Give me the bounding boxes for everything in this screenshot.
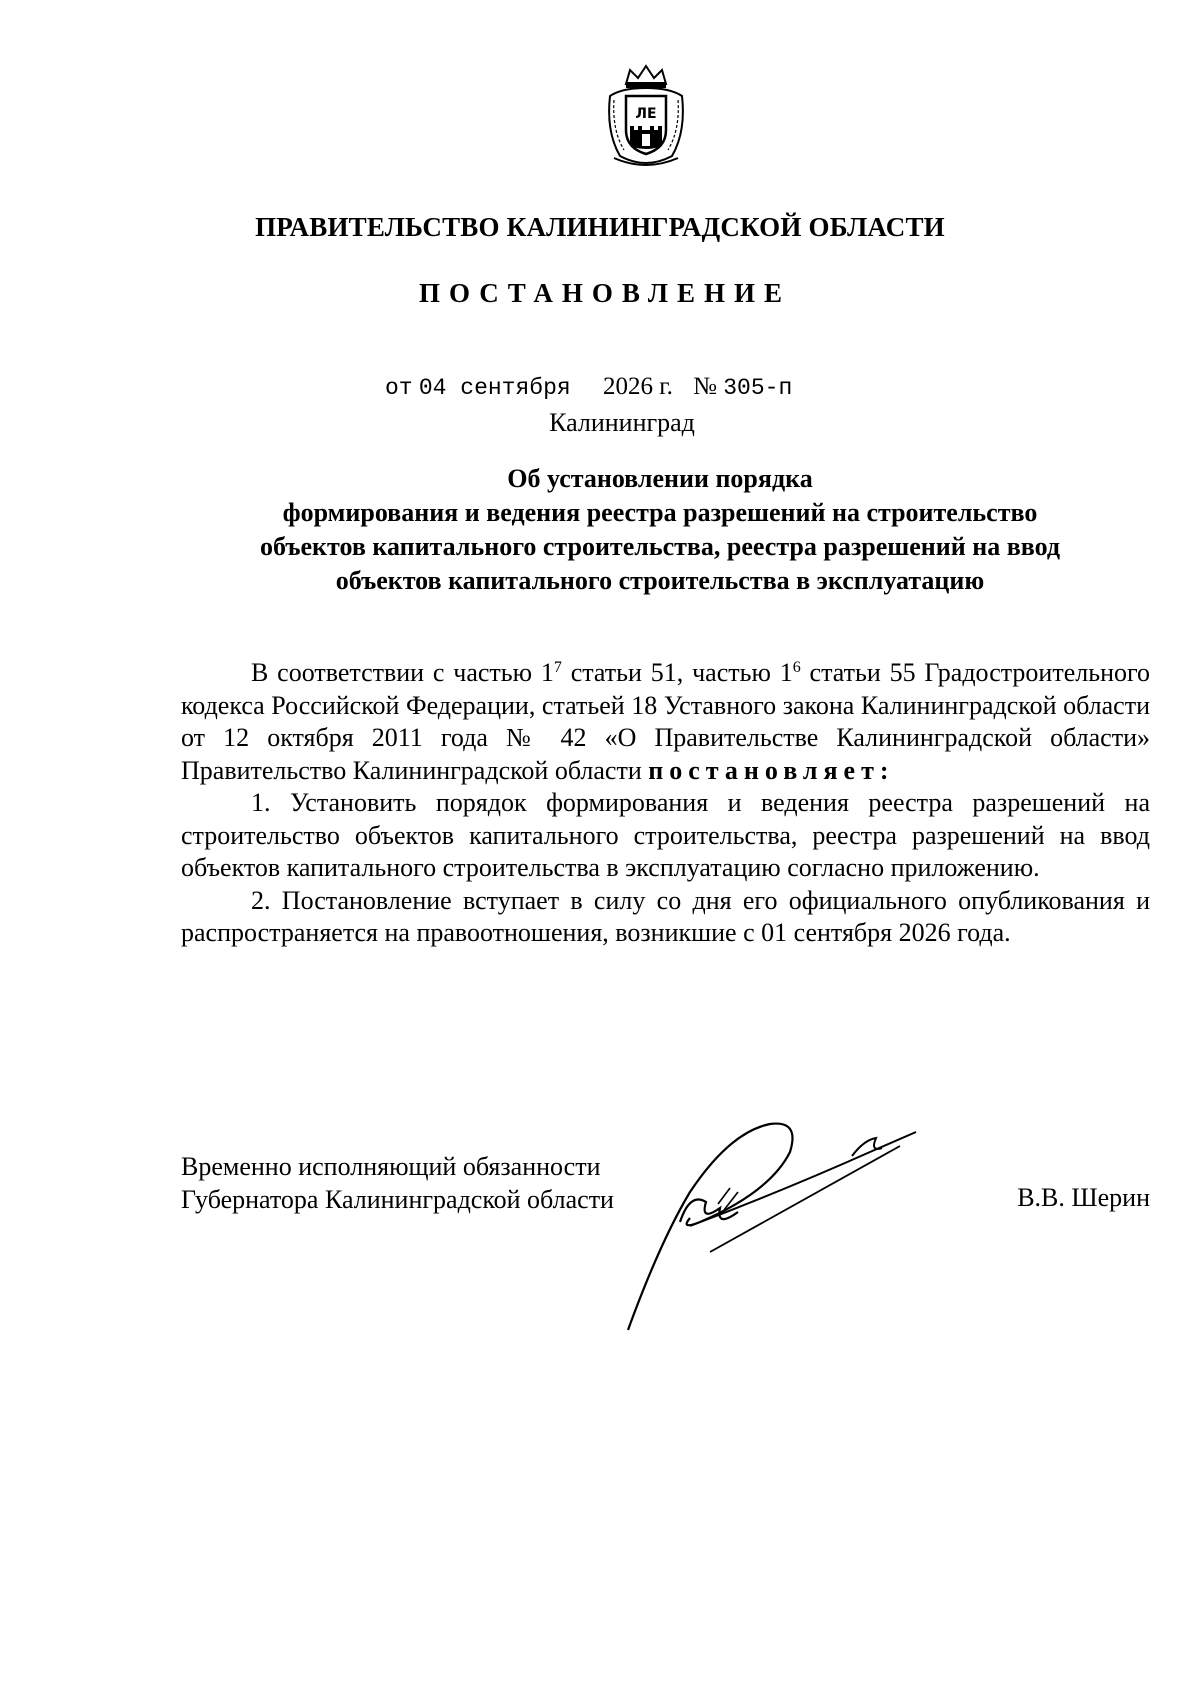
- item-paragraph: 1. Установить порядок формирования и ведения реестра разрешений на строительство объектов капитального строительства, реестра разрешений на ввод объектов капитального строительства в эксплуатацию согласно приложению.: [181, 788, 1150, 882]
- date-year: 2026 г.: [602, 373, 673, 400]
- position-line: Временно исполняющий обязанности: [181, 1152, 601, 1181]
- title-line: Об установлении порядка: [507, 464, 813, 493]
- superscript: 7: [553, 659, 562, 676]
- number-sign: №: [693, 373, 717, 400]
- title-line: объектов капитального строительства в эксплуатацию: [335, 566, 985, 595]
- position-line: Губернатора Калининградской области: [181, 1185, 614, 1214]
- handwritten-signature: [620, 1112, 950, 1342]
- preamble-paragraph: [181, 657, 1150, 787]
- document-title: [200, 462, 1120, 598]
- decree-word: постановляет:: [648, 755, 895, 785]
- coat-of-arms-icon: [600, 62, 692, 172]
- signatory-name: В.В. Шерин: [1017, 1183, 1150, 1212]
- superscript: 6: [792, 659, 801, 676]
- organization-name: ПРАВИТЕЛЬСТВО КАЛИНИНГРАДСКОЙ ОБЛАСТИ: [255, 212, 945, 242]
- item-paragraph: 2. Постановление вступает в силу со дня его официального опубликования и распространяется на правоотношения, возникшие с 01 сентября 2026 года.: [181, 885, 1150, 947]
- preamble-text: В соответствии с частью 1: [251, 658, 554, 687]
- title-line: формирования и ведения реестра разрешений на строительство: [282, 498, 1038, 527]
- date-prefix: от: [385, 375, 413, 401]
- document-number: 305-п: [723, 375, 793, 401]
- preamble-text: статьи 51, частью 1: [561, 658, 793, 687]
- document-body: [181, 657, 1150, 950]
- date-value: 04 сентября: [418, 375, 571, 401]
- preamble-text: статьи 55 Градостроительного кодекса Российской Федерации, статьей 18 Уставного закона Калининградской области от 12 октября 2011 года № 42 «О Правительстве Калининградской области» Правительство Калининградской области: [181, 658, 1150, 785]
- document-date-number: [385, 373, 792, 401]
- svg-text:ЛЕ: ЛЕ: [635, 106, 657, 122]
- document-type: ПОСТАНОВЛЕНИЕ: [418, 278, 792, 308]
- title-line: объектов капитального строительства, реестра разрешений на ввод: [260, 532, 1060, 561]
- signatory-position: [181, 1150, 614, 1216]
- city: Калининград: [549, 408, 695, 437]
